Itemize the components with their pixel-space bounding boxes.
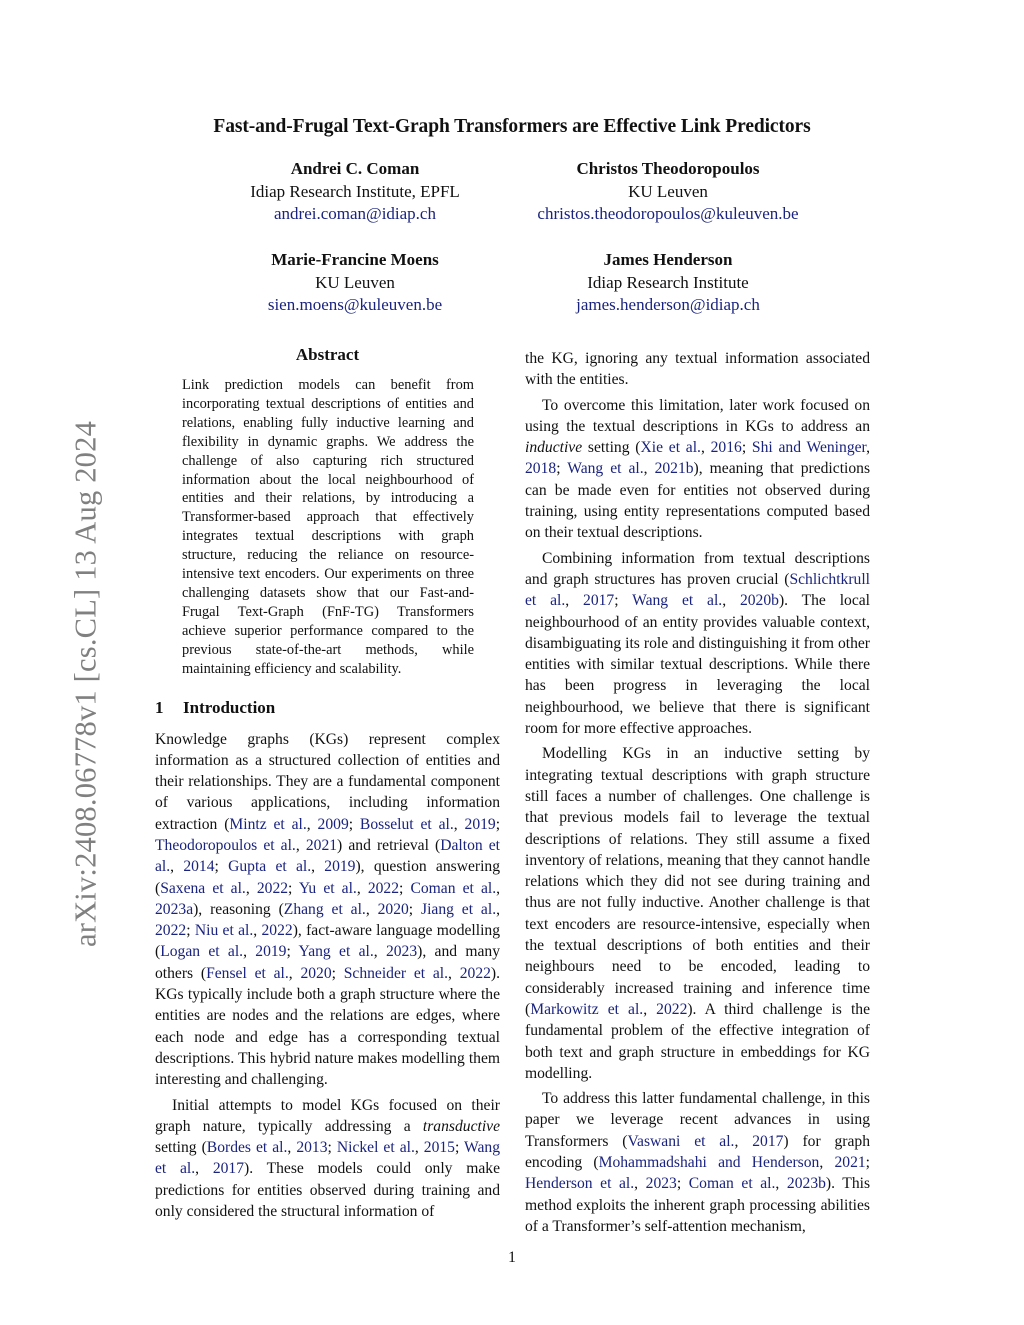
body-text: ; bbox=[495, 815, 501, 833]
body-text: To overcome this limitation, later work focused on using the textual descriptions in KGs to address an bbox=[525, 396, 870, 435]
citation-link[interactable]: 2021b bbox=[654, 460, 694, 478]
citation-link[interactable]: Shi and Weninger bbox=[751, 439, 867, 457]
body-text: , bbox=[448, 964, 460, 982]
citation-link[interactable]: 2021 bbox=[305, 836, 338, 854]
right-body bbox=[525, 348, 870, 1237]
citation-link[interactable]: 2022 bbox=[459, 964, 491, 982]
citation-link[interactable]: Schlichtkrull et al. bbox=[525, 570, 870, 610]
body-text: , bbox=[195, 1160, 213, 1178]
citation-link[interactable]: 2020 bbox=[377, 900, 409, 918]
author-email[interactable]: sien.moens@kuleuven.be bbox=[267, 295, 443, 314]
body-text: , bbox=[643, 460, 655, 478]
citation-link[interactable]: 2022 bbox=[155, 922, 187, 940]
body-text: , bbox=[775, 1175, 787, 1193]
body-paragraph bbox=[525, 1088, 870, 1237]
citation-link[interactable]: Mohammadshahi and Henderson bbox=[598, 1153, 820, 1171]
body-text: , bbox=[700, 439, 711, 457]
arxiv-stamp: arXiv:2408.06778v1 [cs.CL] 13 Aug 2024 bbox=[68, 420, 103, 948]
body-text: ; bbox=[348, 815, 360, 833]
body-text: ; bbox=[186, 922, 195, 940]
body-text: , bbox=[819, 1153, 835, 1171]
body-text: , bbox=[866, 439, 871, 457]
body-text: , bbox=[496, 879, 501, 897]
citation-link[interactable]: Saxena et al. bbox=[160, 879, 246, 897]
body-text: ; bbox=[214, 858, 229, 876]
body-text: ; bbox=[327, 1139, 337, 1157]
body-text: ), meaning that predictions can be made even for entities not observed during training, using entity representations computed based on their textual descriptions. bbox=[525, 460, 871, 542]
citation-link[interactable]: Wang et al. bbox=[155, 1139, 501, 1178]
citation-link[interactable]: 2009 bbox=[317, 815, 349, 833]
left-column bbox=[155, 344, 500, 1222]
citation-link[interactable]: 2017 bbox=[752, 1132, 784, 1150]
citation-link[interactable]: 2020b bbox=[739, 592, 779, 610]
body-text: , bbox=[634, 1175, 646, 1193]
body-paragraph bbox=[525, 743, 870, 1084]
body-text: , bbox=[288, 964, 301, 982]
body-text: ). This method exploits the inherent graph processing abilities of a Transformer’s self-attention mechanism, bbox=[525, 1175, 871, 1235]
citation-link[interactable]: 2023 bbox=[385, 943, 418, 961]
author-affiliation: Idiap Research Institute, EPFL bbox=[250, 181, 460, 201]
body-text: ). A third challenge is the fundamental problem of the effective integration of both text and graph structure in embeddings for KG modelling. bbox=[525, 1000, 871, 1082]
page-number: 1 bbox=[508, 1249, 516, 1266]
citation-link[interactable]: Yu et al. bbox=[298, 879, 357, 897]
body-text: , bbox=[311, 858, 325, 876]
body-text: ). These models could only make predictions for entities observed during training and only considered the structural information of bbox=[155, 1160, 501, 1221]
citation-link[interactable]: Dalton et al. bbox=[155, 836, 501, 876]
emphasis-text: transductive bbox=[422, 1117, 500, 1135]
citation-link[interactable]: Xie et al. bbox=[640, 439, 701, 457]
author-block bbox=[185, 249, 525, 317]
body-text: Initial attempts to model KGs focused on their graph nature, typically addressing a bbox=[155, 1096, 500, 1135]
author-block bbox=[185, 158, 525, 226]
body-text: , bbox=[365, 900, 378, 918]
author-email[interactable]: james.henderson@idiap.ch bbox=[576, 295, 760, 314]
citation-link[interactable]: 2020 bbox=[300, 964, 332, 982]
body-text: ; bbox=[741, 439, 752, 457]
section-number: 1 bbox=[155, 697, 164, 717]
body-text: ), and many others ( bbox=[155, 943, 500, 982]
citation-link[interactable]: Zhang et al. bbox=[283, 900, 366, 918]
body-text: , bbox=[734, 1132, 753, 1150]
left-body bbox=[155, 729, 500, 1223]
author-email[interactable]: christos.theodoropoulos@kuleuven.be bbox=[537, 204, 799, 223]
emphasis-text: inductive bbox=[525, 439, 583, 457]
body-text: , bbox=[373, 943, 386, 961]
body-text: ; bbox=[288, 879, 299, 897]
citation-link[interactable]: Bosselut et al. bbox=[359, 815, 454, 833]
section-heading bbox=[155, 697, 500, 719]
body-text: , bbox=[253, 922, 262, 940]
body-text: ), reasoning ( bbox=[193, 900, 284, 918]
citation-link[interactable]: 2022 bbox=[261, 922, 293, 940]
author-email[interactable]: andrei.coman@idiap.ch bbox=[274, 204, 436, 223]
citation-link[interactable]: 2019 bbox=[255, 943, 287, 961]
body-text: , bbox=[243, 943, 256, 961]
abstract-text: Link prediction models can benefit from incorporating textual descriptions of entities and relations, enabling fully inductive learning and flexibility in dynamic graphs. We address the challenge of also capturing rich structured information about the local neighbourhood of entities and their relations, by introducing a Transformer-based approach that effectively integrates textual descriptions with graph structure, reducing the reliance on resource-intensive text encoders. Our experiments on three challenging datasets show that our Fast-and-Frugal Text-Graph (FnF-TG) Transformers achieve superior performance compared to the previous state-of-the-art methods, while maintaining efficiency and scalability. bbox=[182, 377, 474, 677]
body-text: ; bbox=[676, 1175, 689, 1193]
body-paragraph bbox=[525, 395, 870, 544]
citation-link[interactable]: 2019 bbox=[324, 858, 356, 876]
body-text: , bbox=[170, 858, 184, 876]
citation-link[interactable]: 2022 bbox=[367, 879, 400, 897]
body-text: ) and retrieval ( bbox=[337, 836, 441, 854]
citation-link[interactable]: Coman et al. bbox=[410, 879, 497, 897]
author-block bbox=[498, 158, 838, 226]
citation-link[interactable]: Bordes et al. bbox=[206, 1139, 288, 1157]
body-text: , bbox=[414, 1139, 424, 1157]
body-text: ), question answering ( bbox=[155, 858, 501, 897]
body-text: ; bbox=[331, 964, 344, 982]
citation-link[interactable]: Henderson et al. bbox=[525, 1175, 635, 1193]
citation-link[interactable]: Gupta et al. bbox=[228, 858, 312, 876]
body-text: , bbox=[295, 836, 306, 854]
body-text: ). The local neighbourhood of an entity provides valuable context, disambiguating its role and distinguishing it from other entities with similar textual descriptions. While there has been progress in leveraging the local neighbourhood, we believe that there is significant room for more effective approaches. bbox=[525, 592, 870, 738]
body-text: setting ( bbox=[582, 439, 641, 457]
body-text: , bbox=[245, 879, 257, 897]
abstract-heading: Abstract bbox=[295, 345, 360, 364]
citation-link[interactable]: 2018 bbox=[525, 460, 557, 478]
body-text: , bbox=[722, 592, 740, 610]
citation-link[interactable]: Niu et al. bbox=[194, 922, 254, 940]
citation-link[interactable]: 2019 bbox=[464, 815, 496, 833]
citation-link[interactable]: Theodoropoulos et al. bbox=[155, 836, 296, 854]
citation-link[interactable]: Fensel et al. bbox=[206, 964, 289, 982]
citation-link[interactable]: Wang et al. bbox=[567, 460, 644, 478]
body-text: To address this latter fundamental challenge, in this paper we leverage recent advances in using Transformers ( bbox=[525, 1090, 870, 1150]
body-text: Modelling KGs in an inductive setting by integrating textual descriptions with graph structure still faces a number of challenges. One challenge is that previous models fail to leverage the textual descriptions of relations. They still assume a fixed inventory of relations, meaning that they cannot handle relations which they did not see during training and thus are not fully inductive. Another challenge is that text encoders are resource-intensive, especially when the textual descriptions of both entities and their neighbours need to be encoded, leading to considerably increased training and inference time ( bbox=[525, 745, 870, 1018]
body-text: ; bbox=[399, 879, 411, 897]
citation-link[interactable]: Wang et al. bbox=[632, 592, 723, 610]
body-text: the KG, ignoring any textual information associated with the entities. bbox=[525, 350, 870, 389]
body-text: ) for graph encoding ( bbox=[525, 1132, 870, 1171]
citation-link[interactable]: 2013 bbox=[296, 1139, 328, 1157]
author-affiliation: KU Leuven bbox=[315, 272, 395, 292]
body-text: ), fact-aware language modelling ( bbox=[155, 922, 501, 961]
body-text: , bbox=[496, 900, 500, 918]
author-name: James Henderson bbox=[603, 250, 733, 269]
right-column bbox=[525, 348, 870, 1237]
citation-link[interactable]: Nickel et al. bbox=[336, 1139, 415, 1157]
body-paragraph bbox=[525, 548, 870, 740]
section-title: Introduction bbox=[183, 697, 276, 717]
body-text: , bbox=[356, 879, 368, 897]
citation-link[interactable]: Schneider et al. bbox=[343, 964, 449, 982]
body-text: ; bbox=[286, 943, 299, 961]
body-paragraph bbox=[155, 729, 500, 1091]
citation-link[interactable]: 2022 bbox=[656, 1000, 688, 1018]
citation-link[interactable]: 2016 bbox=[710, 439, 742, 457]
citation-link[interactable]: 2023 bbox=[645, 1175, 677, 1193]
citation-link[interactable]: 2022 bbox=[256, 879, 289, 897]
body-text: Combining information from textual descriptions and graph structures has proven crucial ( bbox=[525, 549, 870, 588]
citation-link[interactable]: Jiang et al. bbox=[421, 900, 497, 918]
citation-link[interactable]: Vaswani et al. bbox=[627, 1132, 735, 1150]
citation-link[interactable]: Yang et al. bbox=[298, 943, 374, 961]
body-text: ; bbox=[865, 1153, 871, 1171]
citation-link[interactable]: 2017 bbox=[212, 1160, 245, 1178]
body-paragraph bbox=[155, 1095, 500, 1223]
author-name: Marie-Francine Moens bbox=[271, 250, 439, 269]
citation-link[interactable]: Markowitz et al. bbox=[530, 1000, 644, 1018]
body-text: ; bbox=[556, 460, 568, 478]
body-text: Knowledge graphs (KGs) represent complex information as a structured collection of entities and their relationships. They are a fundamental component of various applications, including information extraction ( bbox=[155, 730, 500, 833]
citation-link[interactable]: 2017 bbox=[583, 592, 615, 610]
body-text: , bbox=[453, 815, 465, 833]
body-paragraph bbox=[525, 348, 870, 391]
body-text: setting ( bbox=[155, 1139, 207, 1157]
body-text: , bbox=[306, 815, 318, 833]
author-affiliation: KU Leuven bbox=[628, 181, 708, 201]
body-text: , bbox=[643, 1000, 657, 1018]
author-affiliation: Idiap Research Institute bbox=[587, 272, 749, 292]
body-text: ; bbox=[614, 592, 633, 610]
body-text: ). KGs typically include both a graph structure where the entities are nodes and the relations are edges, where each node and edge has a corresponding textual descriptions. This hybrid nature makes modelling them interesting and challenging. bbox=[155, 964, 501, 1089]
citation-link[interactable]: 2015 bbox=[423, 1139, 455, 1157]
citation-link[interactable]: Mintz et al. bbox=[229, 815, 307, 833]
citation-link[interactable]: Logan et al. bbox=[160, 943, 244, 961]
body-text: ; bbox=[454, 1139, 465, 1157]
citation-link[interactable]: 2023a bbox=[155, 900, 194, 918]
author-name: Christos Theodoropoulos bbox=[576, 159, 760, 178]
citation-link[interactable]: Coman et al. bbox=[688, 1175, 776, 1193]
body-text: , bbox=[565, 592, 584, 610]
author-block bbox=[498, 249, 838, 317]
citation-link[interactable]: 2014 bbox=[183, 858, 215, 876]
author-name: Andrei C. Coman bbox=[290, 159, 420, 178]
citation-link[interactable]: 2021 bbox=[834, 1153, 866, 1171]
citation-link[interactable]: 2023b bbox=[786, 1175, 826, 1193]
paper-title: Fast-and-Frugal Text-Graph Transformers are Effective Link Predictors bbox=[213, 116, 811, 137]
body-text: ; bbox=[408, 900, 421, 918]
body-text: , bbox=[287, 1139, 297, 1157]
